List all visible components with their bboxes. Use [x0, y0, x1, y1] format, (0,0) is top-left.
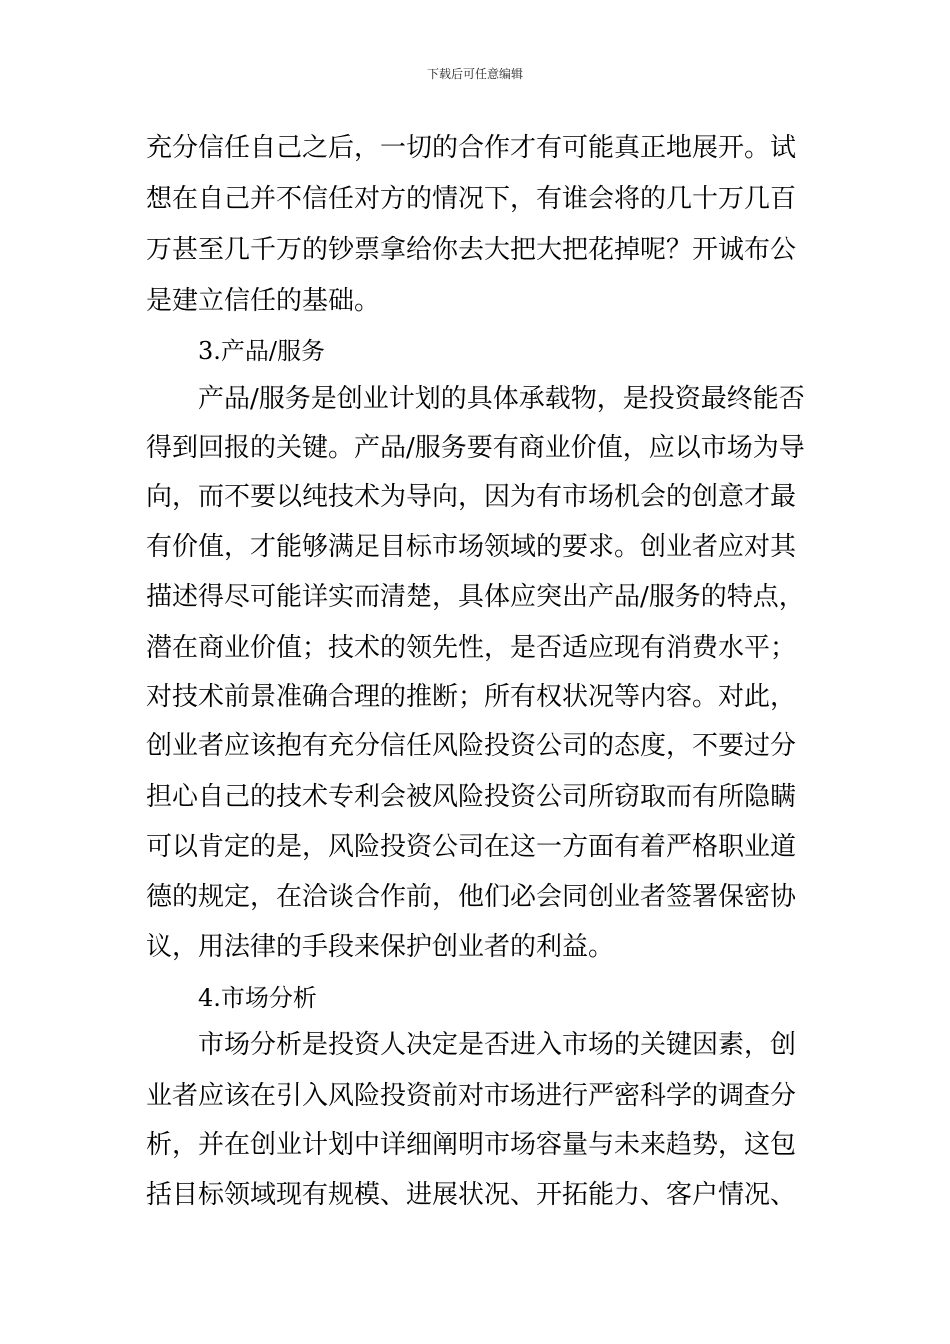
- section-heading: 4.市场分析: [198, 984, 317, 1012]
- paragraph-line: 市场分析是投资人决定是否进入市场的关键因素，创: [198, 1030, 797, 1060]
- paragraph-line: 产品/服务是创业计划的具体承载物，是投资最终能否: [198, 384, 805, 414]
- section-heading: 3.产品/服务: [198, 337, 325, 365]
- paragraph-line: 德的规定，在洽谈合作前，他们必会同创业者签署保密协: [146, 882, 797, 912]
- paragraph-line: 可以肯定的是，风险投资公司在这一方面有着严格职业道: [146, 832, 797, 862]
- paragraph-line: 向，而不要以纯技术为导向，因为有市场机会的创意才最: [146, 482, 797, 512]
- paragraph-line: 业者应该在引入风险投资前对市场进行严密科学的调查分: [146, 1081, 797, 1111]
- paragraph-line: 议，用法律的手段来保护创业者的利益。: [146, 932, 615, 962]
- paragraph-line: 充分信任自己之后，一切的合作才有可能真正地展开。试: [146, 133, 797, 163]
- paragraph-line: 得到回报的关键。产品/服务要有商业价值，应以市场为导: [146, 433, 805, 463]
- paragraph-line: 想在自己并不信任对方的情况下，有谁会将的几十万几百: [146, 184, 797, 214]
- paragraph-line: 括目标领域现有规模、进展状况、开拓能力、客户情况、: [146, 1180, 797, 1210]
- paragraph-line: 万甚至几千万的钞票拿给你去大把大把花掉呢？开诚布公: [146, 235, 797, 265]
- paragraph-line: 析，并在创业计划中详细阐明市场容量与未来趋势，这包: [146, 1130, 797, 1160]
- paragraph-line: 创业者应该抱有充分信任风险投资公司的态度，不要过分: [146, 731, 797, 761]
- paragraph-line: 对技术前景准确合理的推断；所有权状况等内容。对此，: [146, 682, 797, 712]
- paragraph-line: 是建立信任的基础。: [146, 286, 381, 316]
- paragraph-line: 潜在商业价值；技术的领先性，是否适应现有消费水平；: [146, 633, 797, 663]
- page-header: 下载后可任意编辑: [426, 67, 523, 81]
- paragraph-line: 担心自己的技术专利会被风险投资公司所窃取而有所隐瞒: [146, 782, 797, 812]
- paragraph-line: 描述得尽可能详实而清楚，具体应突出产品/服务的特点，: [146, 582, 805, 612]
- paragraph-line: 有价值，才能够满足目标市场领域的要求。创业者应对其: [146, 532, 797, 562]
